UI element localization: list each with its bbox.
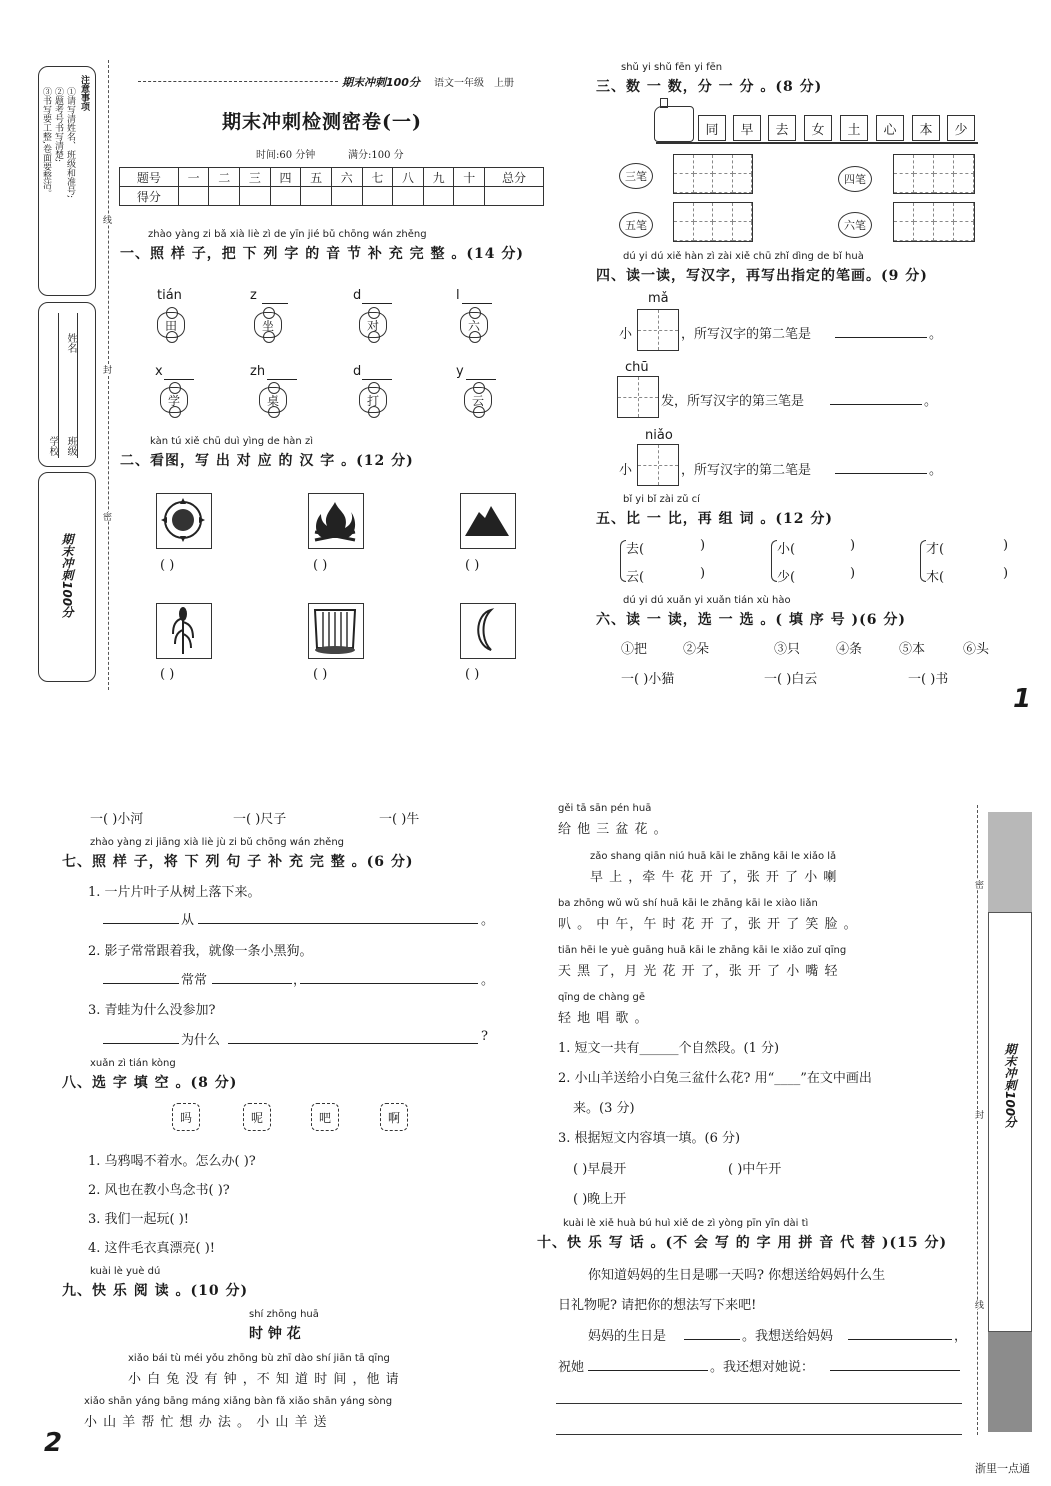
- notes-box: [38, 66, 96, 296]
- score-cell[interactable]: [454, 187, 485, 206]
- s5-close[interactable]: ): [1003, 566, 1009, 581]
- header-grade: 语文一年级: [434, 78, 484, 89]
- grain-icon: [156, 603, 212, 659]
- s1-title: 一、照 样 子，把 下 列 字 的 音 节 补 充 完 整 。(14 分): [120, 246, 524, 262]
- s4-end-3: 。: [929, 463, 943, 478]
- s2-answer-3[interactable]: ( ): [465, 558, 480, 573]
- note-3: ③书写要工整,卷面要整洁。: [41, 87, 51, 198]
- s7-a1-blank2[interactable]: [198, 910, 478, 924]
- s5-close[interactable]: ): [700, 538, 706, 553]
- header-brand: 期末冲刺100分: [342, 76, 420, 89]
- train-engine: [654, 106, 694, 142]
- s10-f1b: 。我想送给妈妈: [742, 1329, 834, 1344]
- s8-q2[interactable]: 2. 风也在教小鸟念书( )?: [88, 1183, 230, 1198]
- score-header: 题号: [120, 168, 179, 187]
- s4-py-3: niǎo: [645, 428, 673, 443]
- s1-blank-7[interactable]: [362, 366, 392, 380]
- s6-option-3: ③只: [774, 642, 801, 657]
- header-term: 上册: [494, 78, 514, 89]
- s10-say-blank[interactable]: [830, 1357, 960, 1371]
- s4-end-1: 。: [929, 327, 943, 342]
- s1-py-8: y: [456, 364, 464, 379]
- seal-feng: 封: [101, 365, 111, 374]
- strip-shade-top: [988, 812, 1032, 912]
- score-cell[interactable]: [423, 187, 454, 206]
- score-table: [119, 167, 544, 206]
- score-cell[interactable]: [270, 187, 301, 206]
- s6-option-5: ⑤本: [899, 642, 926, 657]
- s10-title: 十、快 乐 写 话 。(不 会 写 的 字 用 拼 音 代 替 )(15 分): [537, 1235, 948, 1251]
- score-cell[interactable]: [393, 187, 424, 206]
- s10-birthday-blank[interactable]: [684, 1326, 740, 1340]
- s6-q6[interactable]: 一( )牛: [379, 812, 420, 827]
- s7-a1-end: 。: [481, 913, 495, 928]
- s10-p2: 日礼物呢? 请把你的想法写下来吧!: [558, 1298, 757, 1313]
- s3-pinyin: shǔ yi shǔ fēn yi fēn: [621, 62, 723, 73]
- s7-a1: 从: [181, 913, 195, 928]
- score-cell[interactable]: [331, 187, 362, 206]
- s5-word-5: 才(: [926, 542, 945, 557]
- note-2: ②题考号书写清楚;: [53, 87, 63, 163]
- s4-end-2: 。: [924, 394, 938, 409]
- story-py-3: gěi tā sān pén huā: [558, 803, 652, 814]
- s5-word-2: 云(: [626, 570, 645, 585]
- seal-right-xian: 线: [973, 1300, 983, 1309]
- score-header: 九: [423, 168, 454, 187]
- s5-pinyin: bǐ yi bǐ zài zǔ cí: [623, 494, 700, 505]
- s1-blank-5[interactable]: [164, 366, 194, 380]
- s10-f2a: 祝她: [558, 1360, 585, 1375]
- s4-answer-2[interactable]: [830, 391, 922, 405]
- story-title: 时 钟 花: [249, 1326, 301, 1342]
- s1-char-7: 打: [359, 387, 387, 413]
- score-header: 十: [454, 168, 485, 187]
- s10-pinyin: kuài lè xiě huà bú huì xiě de zì yòng pīn yīn dài tì: [563, 1218, 809, 1229]
- exam-time: 时间:60 分钟: [256, 150, 316, 161]
- s1-blank-8[interactable]: [466, 366, 496, 380]
- stroke-3-grid[interactable]: [673, 154, 753, 194]
- score-header: 六: [331, 168, 362, 187]
- s9-fill-3[interactable]: ( )晚上开: [573, 1192, 627, 1207]
- s6-option-1: ①把: [621, 642, 648, 657]
- s1-pinyin: zhào yàng zi bǎ xià liè zì de yīn jié bǔ chōng wán zhěng: [148, 229, 427, 240]
- story-py-2: xiǎo shān yáng bāng máng xiǎng bàn fǎ xiǎo shān yáng sòng: [84, 1396, 393, 1407]
- score-header: 五: [301, 168, 332, 187]
- s9-q3: 3. 根据短文内容填一填。(6 分): [558, 1131, 741, 1146]
- s4-text-2: 发，所写汉字的第三笔是: [661, 394, 805, 409]
- s2-answer-6[interactable]: ( ): [465, 667, 480, 682]
- s9-title: 九、快 乐 阅 读 。(10 分): [62, 1283, 249, 1299]
- train-car-1: 同: [698, 115, 726, 141]
- score-header: 二: [209, 168, 240, 187]
- story-line-4: 早 上 ，牵 牛 花 开 了，张 开 了 小 喇: [590, 870, 838, 885]
- s10-p1: 你知道妈妈的生日是哪一天吗? 你想送给妈妈什么生: [588, 1268, 886, 1283]
- strip-box-right: [988, 912, 1032, 1332]
- s5-word-3: 小(: [777, 542, 796, 557]
- s6-option-4: ④条: [836, 642, 863, 657]
- s8-title: 八、选 字 填 空 。(8 分): [62, 1075, 238, 1091]
- s4-answer-3[interactable]: [835, 460, 927, 474]
- strip-brand-right: 期末冲刺100分: [1003, 1043, 1017, 1129]
- s6-option-2: ②朵: [683, 642, 710, 657]
- story-py-6: tiān hēi le yuè guāng huā kāi le zhāng kāi le xiǎo zuǐ qīng: [558, 945, 847, 956]
- footer-watermark: 浙里一点通: [975, 1462, 1030, 1475]
- s7-a1-blank[interactable]: [103, 910, 179, 924]
- train-car-5: 土: [840, 115, 868, 141]
- s5-word-1: 去(: [626, 542, 645, 557]
- story-py-1: xiǎo bái tù méi yǒu zhōng bù zhī dào shí jiān tā qīng: [128, 1353, 390, 1364]
- s4-box-3[interactable]: [637, 444, 679, 486]
- score-cell[interactable]: [209, 187, 240, 206]
- train-car-8: 少: [947, 115, 975, 141]
- stroke-3-label: 三笔: [619, 163, 653, 189]
- stroke-4-grid[interactable]: [893, 154, 975, 194]
- score-cell[interactable]: [485, 187, 544, 206]
- s7-a2-mid: ，: [293, 973, 307, 988]
- strip-shade-bottom: [988, 1332, 1032, 1432]
- s1-py-1: tián: [157, 288, 182, 303]
- seal-line: [108, 60, 109, 690]
- info-box: [38, 302, 96, 467]
- train-car-3: 去: [768, 115, 796, 141]
- s6-q2[interactable]: 一( )白云: [764, 672, 818, 687]
- seal-mi: 密: [101, 512, 111, 521]
- s1-py-6: zh: [250, 364, 266, 379]
- brand-box: [38, 472, 96, 682]
- s4-pinyin: dú yi dú xiě hàn zì zài xiě chū zhǐ dìng de bǐ huà: [623, 251, 864, 262]
- score-header: 七: [362, 168, 393, 187]
- s7-pinyin: zhào yàng zi jiāng xià liè jù zi bǔ chōng wán zhěng: [90, 837, 344, 848]
- strip-brand: 期末冲刺100分: [60, 533, 74, 619]
- s7-a3: 为什么: [181, 1033, 221, 1048]
- score-cell[interactable]: [240, 187, 271, 206]
- s1-char-8: 云: [464, 387, 492, 413]
- train-car-2: 早: [733, 115, 761, 141]
- s2-answer-2[interactable]: ( ): [313, 558, 328, 573]
- notes-title: 注意事项: [79, 75, 89, 111]
- story-py-4: zǎo shang qiān niú huā kāi le zhāng kāi le xiǎo lǎ: [590, 851, 837, 862]
- field-name: 姓名: [65, 333, 76, 353]
- seal-xian: 线: [101, 215, 111, 224]
- note-1: ①请写清姓名、班级和准号;: [65, 87, 75, 199]
- s4-pre-3: 小: [619, 463, 633, 478]
- s1-py-3: d: [353, 288, 362, 303]
- sun-icon: [156, 493, 212, 549]
- score-header: 一: [178, 168, 209, 187]
- s10-f1c: ，: [954, 1329, 968, 1344]
- s1-py-2: z: [250, 288, 257, 303]
- s6-q3[interactable]: 一( )书: [908, 672, 949, 687]
- s8-char-1: 吗: [172, 1103, 200, 1131]
- s8-pinyin: xuǎn zì tián kòng: [90, 1058, 176, 1069]
- story-py-5: ba zhōng wǔ wǔ shí huā kāi le zhāng kāi le xiào liǎn: [558, 898, 818, 909]
- score-cell[interactable]: [362, 187, 393, 206]
- s2-answer-5[interactable]: ( ): [313, 667, 328, 682]
- score-cell[interactable]: [301, 187, 332, 206]
- s7-a3-blank2[interactable]: [228, 1030, 478, 1044]
- s9-fill-2[interactable]: ( )中午开: [728, 1162, 782, 1177]
- s7-q2: 2. 影子常常跟着我，就像一条小黑狗。: [88, 944, 313, 959]
- story-line-2: 小 山 羊 帮 忙 想 办 法 。 小 山 羊 送: [84, 1415, 328, 1430]
- s10-f1a: 妈妈的生日是: [588, 1329, 667, 1344]
- s9-fill-1[interactable]: ( )早晨开: [573, 1162, 627, 1177]
- s6-pinyin: dú yi dú xuǎn yi xuǎn tián xù hào: [623, 595, 791, 606]
- stroke-6-grid[interactable]: [893, 202, 975, 242]
- s9-q2[interactable]: 2. 小山羊送给小白兔三盆什么花? 用“____”在文中画出: [558, 1071, 872, 1086]
- score-header: 四: [270, 168, 301, 187]
- page-number-1: 1: [1013, 684, 1032, 714]
- s1-char-5: 学: [160, 387, 188, 413]
- s4-text-3: ，所写汉字的第二笔是: [681, 463, 812, 478]
- s5-close[interactable]: ): [850, 538, 856, 553]
- s5-title: 五、比 一 比，再 组 词 。(12 分): [596, 511, 833, 527]
- s1-py-4: l: [456, 288, 460, 303]
- writing-line-1[interactable]: [556, 1403, 962, 1404]
- story-line-7: 轻 地 唱 歌 。: [558, 1011, 649, 1026]
- train-car-6: 心: [876, 115, 904, 141]
- s5-word-6: 木(: [926, 570, 945, 585]
- s1-char-3: 对: [359, 312, 387, 338]
- s2-answer-1[interactable]: ( ): [160, 558, 175, 573]
- s7-q1: 1. 一片片叶子从树上落下来。: [88, 885, 261, 900]
- score-cell[interactable]: [178, 187, 209, 206]
- s1-char-4: 六: [460, 312, 488, 338]
- s1-blank-6[interactable]: [267, 366, 297, 380]
- waterfall-icon: [308, 603, 364, 659]
- s8-q3[interactable]: 3. 我们一起玩( )!: [88, 1212, 190, 1227]
- story-line-5: 叭 。 中 午，午 时 花 开 了，张 开 了 笑 脸 。: [558, 917, 858, 932]
- story-py-7: qīng de chàng gē: [558, 992, 645, 1003]
- s7-a3-end: ?: [481, 1029, 488, 1044]
- s1-char-6: 桌: [259, 387, 287, 413]
- s6-option-6: ⑥头: [963, 642, 990, 657]
- s7-a3-blank[interactable]: [103, 1030, 179, 1044]
- mountain-icon: [460, 493, 516, 549]
- s5-close[interactable]: ): [1003, 538, 1009, 553]
- s4-py-1: mǎ: [648, 291, 669, 306]
- s1-blank-3[interactable]: [362, 290, 392, 304]
- s7-a2-end: 。: [481, 973, 495, 988]
- seal-right-feng: 封: [973, 1110, 983, 1119]
- s1-char-1: 田: [157, 312, 185, 338]
- s1-blank-4[interactable]: [462, 290, 492, 304]
- s7-q3: 3. 青蛙为什么没参加?: [88, 1003, 216, 1018]
- s6-q1[interactable]: 一( )小猫: [621, 672, 675, 687]
- moon-icon: [460, 603, 516, 659]
- s1-py-5: x: [155, 364, 163, 379]
- score-header: 八: [393, 168, 424, 187]
- fire-icon: [308, 493, 364, 549]
- stroke-5-label: 五笔: [619, 212, 653, 238]
- s1-blank-2[interactable]: [262, 290, 288, 304]
- s2-answer-4[interactable]: ( ): [160, 667, 175, 682]
- stroke-5-grid[interactable]: [673, 202, 753, 242]
- s6-title: 六、读 一 读，选 一 选 。( 填 序 号 )(6 分): [596, 612, 906, 628]
- s4-answer-1[interactable]: [835, 324, 927, 338]
- s9-q2b: 来。(3 分): [573, 1101, 635, 1116]
- field-school: 学校: [47, 436, 58, 456]
- story-line-6: 天 黑 了，月 光 花 开 了，张 开 了 小 嘴 轻: [558, 964, 839, 979]
- stroke-4-label: 四笔: [838, 166, 872, 192]
- s4-title: 四、读一读，写汉字，再写出指定的笔画。(9 分): [596, 268, 928, 284]
- s9-q1[interactable]: 1. 短文一共有______个自然段。(1 分): [558, 1041, 780, 1056]
- s3-title: 三、数 一 数，分 一 分 。(8 分): [596, 79, 823, 95]
- s8-char-2: 呢: [243, 1103, 271, 1131]
- page-number-2: 2: [44, 1428, 63, 1458]
- seal-right-mi: 密: [973, 880, 983, 889]
- stroke-6-label: 六笔: [838, 212, 872, 238]
- score-header: 总分: [485, 168, 544, 187]
- s8-q1[interactable]: 1. 乌鸦喝不着水。怎么办( )?: [88, 1154, 256, 1169]
- story-title-pinyin: shí zhōng huā: [249, 1309, 319, 1320]
- s10-gift-blank[interactable]: [848, 1326, 952, 1340]
- s2-title: 二、看图，写 出 对 应 的 汉 字 。(12 分): [120, 453, 414, 469]
- s1-char-2: 坐: [254, 312, 282, 338]
- s6-q4[interactable]: 一( )小河: [90, 812, 144, 827]
- s4-box-2[interactable]: [617, 376, 659, 418]
- s4-py-2: chū: [625, 360, 649, 375]
- seal-line-right: [977, 805, 978, 1435]
- story-line-1: 小 白 兔 没 有 钟 ，不 知 道 时 间 ，他 请: [128, 1372, 400, 1387]
- s2-pinyin: kàn tú xiě chū duì yìng de hàn zì: [150, 436, 313, 447]
- s7-a2-blank[interactable]: [103, 970, 179, 984]
- s8-char-3: 吧: [311, 1103, 339, 1131]
- exam-full-score: 满分:100 分: [348, 150, 404, 161]
- story-line-3: 给 他 三 盆 花 。: [558, 822, 668, 837]
- s4-box-1[interactable]: [637, 309, 679, 351]
- s7-a2: 常常: [181, 973, 208, 988]
- s9-pinyin: kuài lè yuè dú: [90, 1266, 161, 1277]
- s7-a2-blank2[interactable]: [212, 970, 292, 984]
- s8-char-4: 啊: [380, 1103, 408, 1131]
- score-row-label: 得分: [120, 187, 179, 206]
- train-track: [656, 142, 978, 144]
- field-class: 班级: [65, 436, 76, 456]
- train-car-7: 本: [912, 115, 940, 141]
- s10-wish-blank[interactable]: [588, 1357, 708, 1371]
- s6-q5[interactable]: 一( )尺子: [233, 812, 287, 827]
- s4-pre-1: 小: [619, 327, 633, 342]
- s8-q4[interactable]: 4. 这件毛衣真漂亮( )!: [88, 1241, 216, 1256]
- s5-close[interactable]: ): [850, 566, 856, 581]
- s7-title: 七、照 样 子，将 下 列 句 子 补 充 完 整 。(6 分): [62, 854, 414, 870]
- s7-a2-blank3[interactable]: [300, 970, 478, 984]
- s4-text-1: ，所写汉字的第二笔是: [681, 327, 812, 342]
- writing-line-2[interactable]: [556, 1434, 962, 1435]
- train-car-4: 女: [804, 115, 832, 141]
- s5-word-4: 少(: [777, 570, 796, 585]
- score-header: 三: [240, 168, 271, 187]
- s10-f2b: 。我还想对她说：: [710, 1360, 815, 1375]
- s1-py-7: d: [353, 364, 362, 379]
- page-title: 期末冲刺检测密卷(一): [222, 111, 422, 133]
- s5-close[interactable]: ): [700, 566, 706, 581]
